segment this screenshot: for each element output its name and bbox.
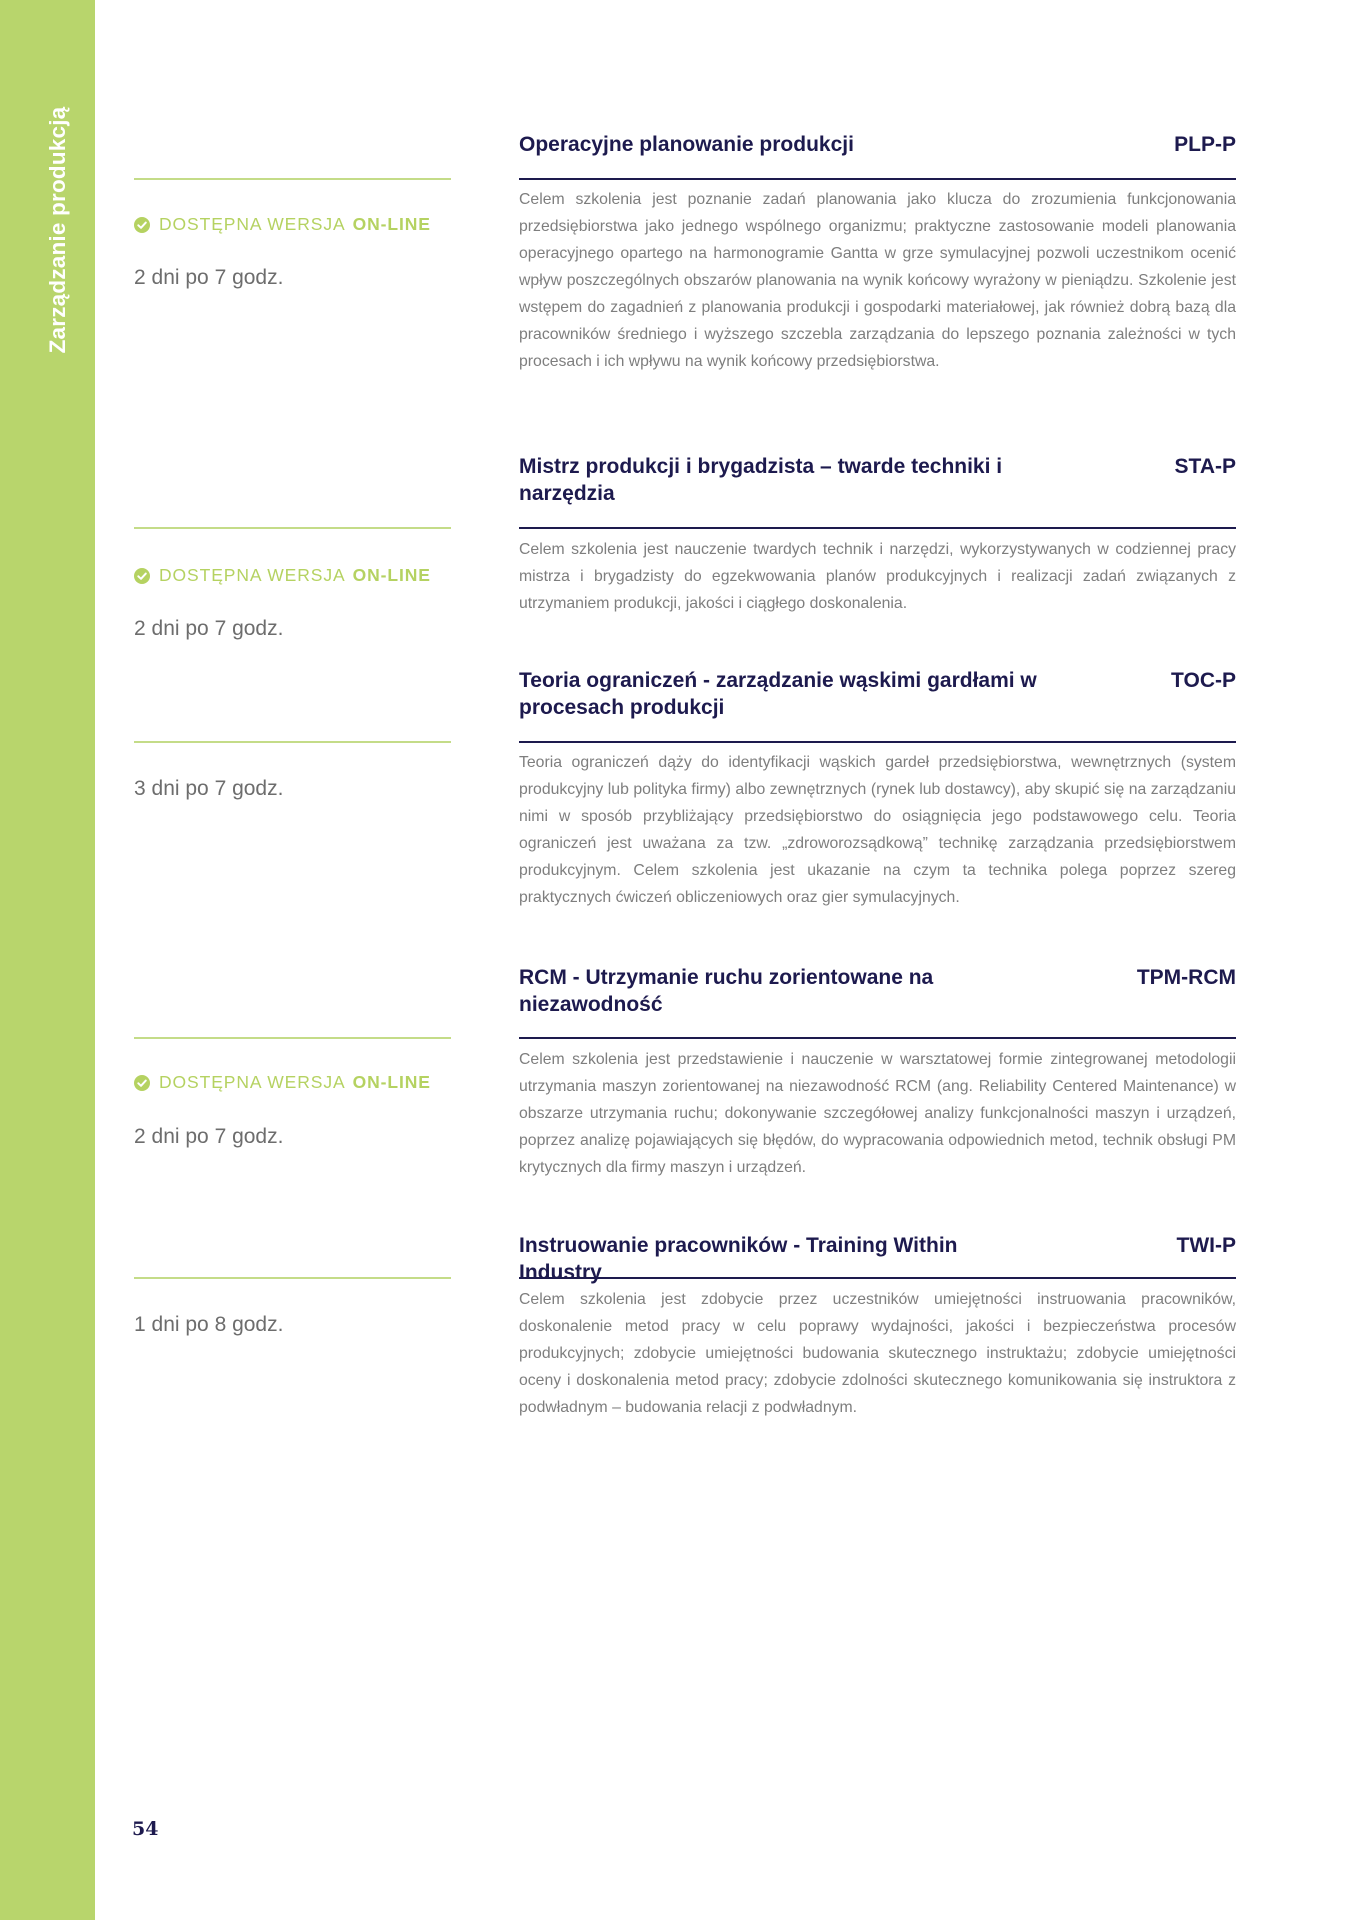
course-code: TPM-RCM (1136, 966, 1236, 989)
meta-divider (134, 741, 451, 743)
course-duration: 3 dni po 7 godz. (134, 777, 284, 800)
course-code: PLP-P (1174, 133, 1236, 156)
course-duration: 2 dni po 7 godz. (134, 617, 284, 640)
course-title: Instruowanie pracowników - Training Within Industry (519, 1234, 958, 1284)
meta-divider (134, 178, 451, 180)
course-title: Mistrz produkcji i brygadzista – twarde techniki i narzędzia (519, 455, 1003, 505)
meta-divider (134, 1277, 451, 1279)
online-badge-text: DOSTĘPNA WERSJA (159, 1072, 346, 1092)
course-code: TOC-P (1171, 669, 1236, 692)
title-divider (519, 741, 1236, 743)
online-badge-highlight: ON-LINE (352, 565, 431, 585)
course-title: RCM - Utrzymanie ruchu zorientowane na niezawodność (519, 966, 934, 1016)
course-title: Teoria ograniczeń - zarządzanie wąskimi gardłami w procesach produkcji (519, 669, 1037, 719)
course-code: STA-P (1174, 455, 1236, 478)
online-badge-highlight: ON-LINE (352, 1072, 431, 1092)
online-badge-text: DOSTĘPNA WERSJA (159, 214, 346, 234)
title-divider (519, 527, 1236, 529)
check-circle-icon (134, 568, 150, 584)
course-description: Celem szkolenia jest poznanie zadań planowania jako klucza do zrozumienia funkcjonowania przedsiębiorstwa jako jednego wspólnego organizmu; praktyczne zastosowanie modeli planowania operacyjnego opartego na harmonogramie Gantta w grze symulacyjnej pozwoli uczestnikom ocenić wpływ poszczególnych obszarów planowania na wynik końcowy wyrażony w pieniądzu. Szkolenie jest wstępem do zagadnień z planowania produkcji i gospodarki materiałowej, jak również dobrą bazą dla pracowników średniego i wyższego szczebla zarządzania do lepszego poznania zależności w tych procesach i ich wpływu na wynik końcowy przedsiębiorstwa. (519, 191, 1236, 370)
online-badge (134, 565, 431, 586)
meta-divider (134, 527, 451, 529)
course-title: Operacyjne planowanie produkcji (519, 133, 854, 156)
course-description: Teoria ograniczeń dąży do identyfikacji wąskich gardeł przedsiębiorstwa, wewnętrznych (system produkcyjny lub polityka firmy) albo zewnętrznych (rynek lub dostawcy), aby skupić się na zarządzaniu nimi w sposób przybliżający przedsiębiorstwo do osiągnięcia jego podstawowego celu. Teoria ograniczeń jest uważana za tzw. „zdroworozsądkową” technikę zarządzania przedsiębiorstwem produkcyjnym. Celem szkolenia jest ukazanie na czym ta technika polega poprzez szereg praktycznych ćwiczeń obliczeniowych oraz gier symulacyjnych. (519, 754, 1236, 906)
title-divider (519, 178, 1236, 180)
course-description: Celem szkolenia jest zdobycie przez uczestników umiejętności instruowania pracowników, doskonalenie metod pracy w celu poprawy wydajności, jakości i bezpieczeństwa procesów produkcyjnych; zdobycie umiejętności budowania skutecznego instruktażu; zdobycie umiejętności oceny i doskonalenia metod pracy; zdobycie zdolności skutecznego komunikowania się instruktora z podwładnym – budowania relacji z podwładnym. (519, 1291, 1236, 1416)
course-code: TWI-P (1176, 1234, 1236, 1257)
course-description: Celem szkolenia jest przedstawienie i nauczenie w warsztatowej formie zintegrowanej metodologii utrzymania maszyn zorientowanej na niezawodność RCM (ang. Reliability Centered Maintenance) w obszarze utrzymania ruchu; dokonywanie szczegółowej analizy funkcjonalności maszyn i urządzeń, poprzez analizę pojawiających się błędów, do wypracowania odpowiednich metod, technik obsługi PM krytycznych dla firmy maszyn i urządzeń. (519, 1051, 1236, 1176)
page-number: 54 (132, 1818, 159, 1840)
check-circle-icon (134, 1075, 150, 1091)
online-badge-highlight: ON-LINE (352, 214, 431, 234)
check-circle-icon (134, 217, 150, 233)
course-description: Celem szkolenia jest nauczenie twardych technik i narzędzi, wykorzystywanych w codziennej pracy mistrza i brygadzisty do egzekwowania planów produkcyjnych i realizacji zadań związanych z utrzymaniem produkcji, jakości i ciągłego doskonalenia. (519, 541, 1236, 612)
online-badge-text: DOSTĘPNA WERSJA (159, 565, 346, 585)
meta-divider (134, 1037, 451, 1039)
title-divider (519, 1037, 1236, 1039)
section-sidebar (0, 0, 95, 1920)
title-divider (519, 1277, 1236, 1279)
online-badge (134, 214, 431, 235)
section-title: Zarządzanie produkcją (45, 106, 70, 354)
online-badge (134, 1072, 431, 1093)
course-duration: 1 dni po 8 godz. (134, 1313, 284, 1336)
course-duration: 2 dni po 7 godz. (134, 266, 284, 289)
course-duration: 2 dni po 7 godz. (134, 1125, 284, 1148)
